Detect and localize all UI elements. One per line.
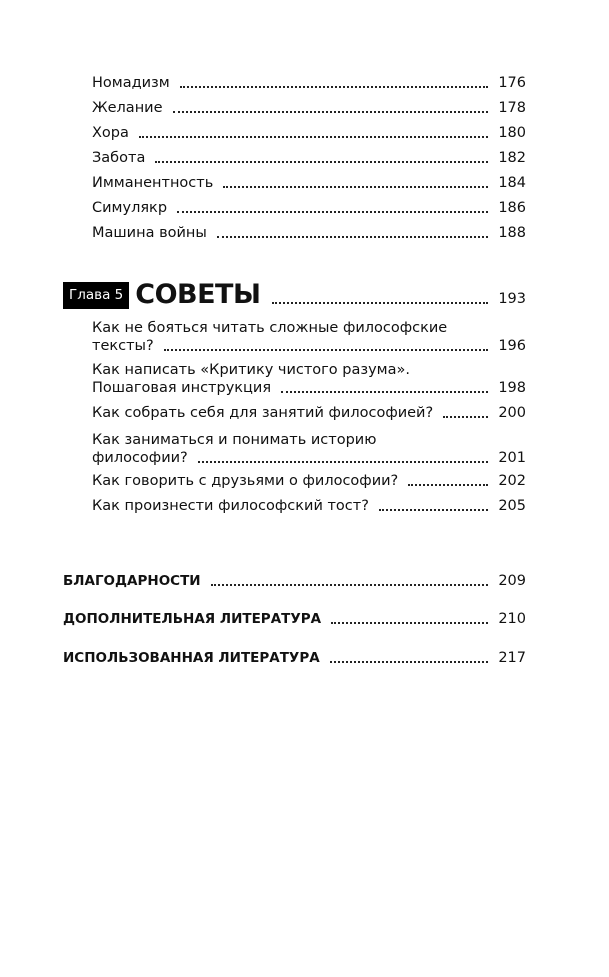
toc-entry-war-machine[interactable]: [92, 224, 526, 242]
toc-entry-page: 176: [498, 75, 526, 91]
toc-entry-chora[interactable]: [92, 124, 526, 142]
leader-dots: [408, 484, 488, 486]
leader-dots: [198, 461, 489, 463]
toc-entry-label: Машина войны: [92, 225, 207, 241]
toc-entry-page: 180: [498, 125, 526, 141]
toc-entry-references[interactable]: [63, 649, 526, 667]
toc-entry-gather-yourself[interactable]: [92, 404, 526, 422]
leader-dots: [164, 349, 489, 351]
toc-entry-further-reading[interactable]: [63, 610, 526, 628]
toc-entry-simulacrum[interactable]: [92, 199, 526, 217]
toc-entry-page: 201: [498, 450, 526, 466]
leader-dots: [272, 302, 488, 304]
chapter-title: СОВЕТЫ: [135, 279, 261, 310]
toc-entry-talk-with-friends[interactable]: [92, 472, 526, 490]
toc-entry-acknowledgements[interactable]: [63, 572, 526, 590]
chapter-badge: Глава 5: [63, 282, 129, 309]
toc-entry-nomadism[interactable]: [92, 74, 526, 92]
toc-entry-label: Желание: [92, 100, 163, 116]
leader-dots: [177, 211, 488, 213]
leader-dots: [173, 111, 489, 113]
toc-entry-critique-guide[interactable]: [92, 361, 526, 397]
toc-entry-difficult-texts[interactable]: [92, 319, 526, 355]
toc-entry-label: Как произнести философский тост?: [92, 498, 369, 514]
toc-entry-page: 196: [498, 338, 526, 354]
toc-entry-page: 186: [498, 200, 526, 216]
toc-entry-desire[interactable]: [92, 99, 526, 117]
toc-entry-history-of-philosophy[interactable]: [92, 431, 526, 467]
toc-entry-care[interactable]: [92, 149, 526, 167]
toc-entry-label: ДОПОЛНИТЕЛЬНАЯ ЛИТЕРАТУРА: [63, 611, 322, 627]
toc-entry-label: Хора: [92, 125, 129, 141]
toc-entry-page: 202: [498, 473, 526, 489]
toc-entry-label: Как собрать себя для занятий философией?: [92, 405, 434, 421]
toc-entry-page: 209: [498, 573, 526, 589]
toc-entry-page: 205: [498, 498, 526, 514]
leader-dots: [330, 661, 489, 663]
leader-dots: [379, 509, 488, 511]
toc-entry-philosophical-toast[interactable]: [92, 497, 526, 515]
leader-dots: [155, 161, 488, 163]
toc-entry-label: БЛАГОДАРНОСТИ: [63, 573, 201, 589]
toc-entry-page: 217: [498, 650, 526, 666]
toc-entry-label: ИСПОЛЬЗОВАННАЯ ЛИТЕРАТУРА: [63, 650, 320, 666]
leader-dots: [331, 622, 488, 624]
toc-entry-page: 200: [498, 405, 526, 421]
chapter-page: 193: [498, 291, 526, 307]
toc-entry-page: 182: [498, 150, 526, 166]
leader-dots: [281, 391, 488, 393]
toc-entry-label-line2: тексты?: [92, 338, 154, 354]
toc-entry-label-line2: философии?: [92, 450, 188, 466]
toc-entry-label: Номадизм: [92, 75, 170, 91]
toc-entry-label-line1: Как заниматься и понимать историю: [92, 432, 377, 448]
leader-dots: [217, 236, 488, 238]
toc-entry-label: Забота: [92, 150, 146, 166]
toc-entry-label: Симулякр: [92, 200, 168, 216]
toc-entry-page: 210: [498, 611, 526, 627]
toc-entry-label: Как говорить с друзьями о философии?: [92, 473, 399, 489]
toc-entry-page: 178: [498, 100, 526, 116]
toc-entry-page: 198: [498, 380, 526, 396]
toc-entry-label: Имманентность: [92, 175, 214, 191]
chapter-heading[interactable]: [63, 280, 526, 310]
leader-dots: [443, 416, 488, 418]
toc-entry-page: 184: [498, 175, 526, 191]
toc-entry-label-line1: Как написать «Критику чистого разума».: [92, 362, 410, 378]
toc-entry-immanence[interactable]: [92, 174, 526, 192]
leader-dots: [180, 86, 489, 88]
toc-entry-page: 188: [498, 225, 526, 241]
leader-dots: [223, 186, 488, 188]
toc-entry-label-line1: Как не бояться читать сложные философские: [92, 320, 448, 336]
leader-dots: [211, 584, 489, 586]
toc-entry-label-line2: Пошаговая инструкция: [92, 380, 272, 396]
leader-dots: [139, 136, 488, 138]
